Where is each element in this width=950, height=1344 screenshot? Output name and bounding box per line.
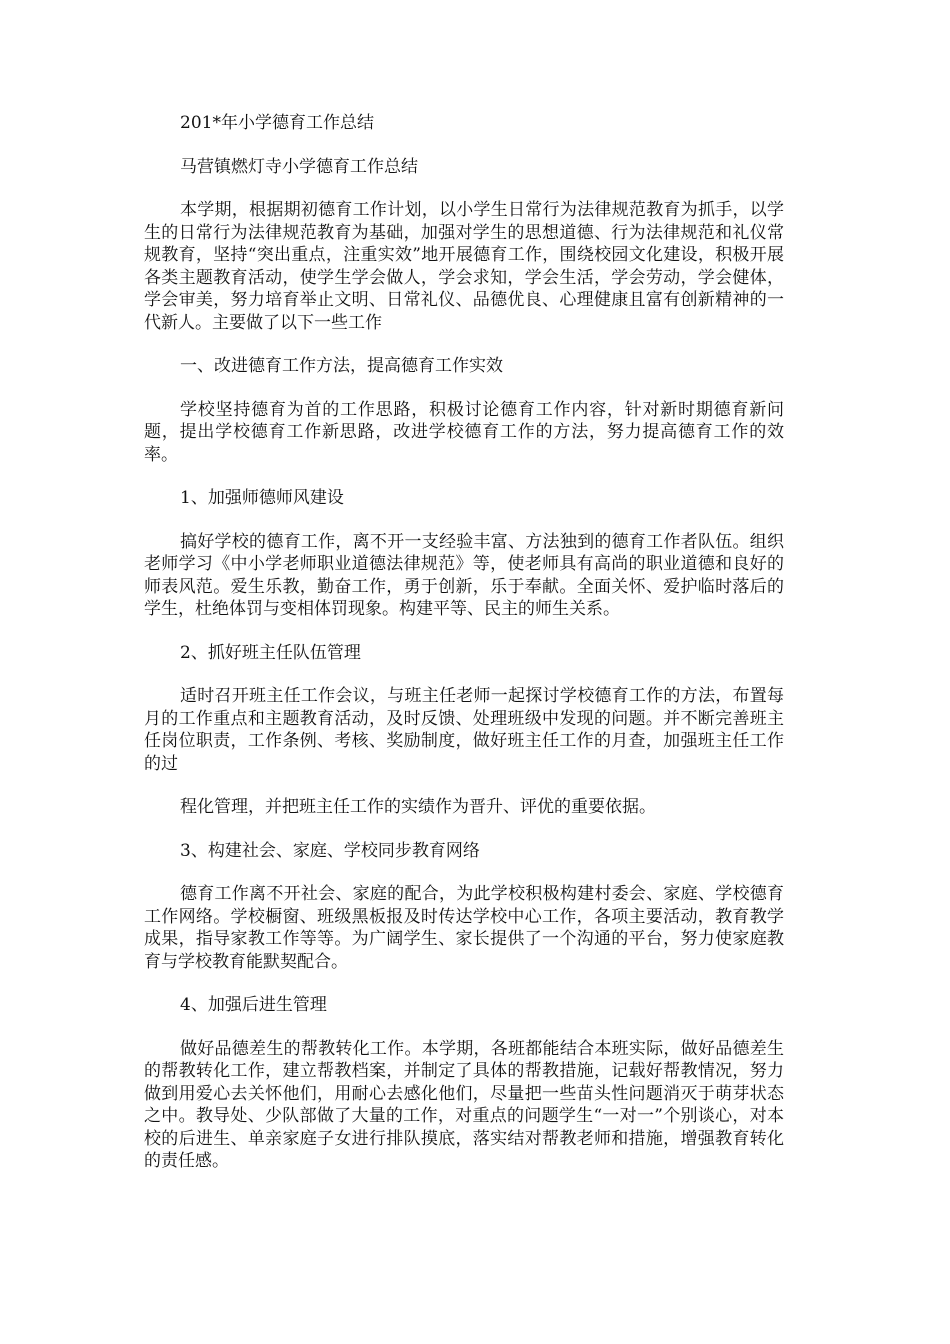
paragraph-intro: 本学期，根据期初德育工作计划，以小学生日常行为法律规范教育为抓手，以学生的日常行为法律规范教育为基础，加强对学生的思想道德、行为法律规范和礼仪常规教育，坚持“突出重点，注重实效”地开展德育工作，围绕校园文化建设，积极开展各类主题教育活动，使学生学会做人，学会求知，学会生活，学会劳动，学会健体，学会审美，努力培育举止文明、日常礼仪、品德优良、心理健康且富有创新精神的一代新人。主要做了以下一些工作: [144, 200, 784, 333]
subheading-4: 4、加强后进生管理: [180, 995, 327, 1015]
paragraph-subsection-2-cont: 程化管理，并把班主任工作的实绩作为晋升、评优的重要依据。: [180, 797, 656, 817]
document-page: [144, 112, 784, 1173]
paragraph-subsection-2: 适时召开班主任工作会议，与班主任老师一起探讨学校德育工作的方法，布置每月的工作重点和主题教育活动，及时反馈、处理班级中发现的问题。并不断完善班主任岗位职责，工作条例、考核、奖励制度，做好班主任工作的月查，加强班主任工作的过: [144, 686, 784, 774]
subheading-3: 3、构建社会、家庭、学校同步教育网络: [180, 840, 480, 861]
subheading-2: 2、抓好班主任队伍管理: [180, 642, 361, 663]
subheading-1: 1、加强师德师风建设: [180, 488, 344, 508]
document-subtitle: 马营镇燃灯寺小学德育工作总结: [180, 156, 418, 177]
section-heading-1: 一、改进德育工作方法，提高德育工作实效: [180, 356, 503, 376]
document-title: 201*年小学德育工作总结: [180, 113, 374, 133]
paragraph-subsection-1: 搞好学校的德育工作，离不开一支经验丰富、方法独到的德育工作者队伍。组织老师学习《中小学老师职业道德法律规范》等，使老师具有高尚的职业道德和良好的师表风范。爱生乐教，勤奋工作，勇于创新，乐于奉献。全面关怀、爱护临时落后的学生，杜绝体罚与变相体罚现象。构建平等、民主的师生关系。: [144, 531, 784, 619]
paragraph-subsection-3: 德育工作离不开社会、家庭的配合，为此学校积极构建村委会、家庭、学校德育工作网络。学校橱窗、班级黑板报及时传达学校中心工作，各项主要活动，教育教学成果，指导家教工作等等。为广阔学生、家长提供了一个沟通的平台，努力使家庭教育与学校教育能默契配合。: [144, 884, 784, 972]
paragraph-section-1: 学校坚持德育为首的工作思路，积极讨论德育工作内容，针对新时期德育新问题，提出学校德育工作新思路，改进学校德育工作的方法，努力提高德育工作的效率。: [144, 399, 784, 465]
paragraph-subsection-4: 做好品德差生的帮教转化工作。本学期，各班都能结合本班实际，做好品德差生的帮教转化工作，建立帮教档案，并制定了具体的帮教措施，记载好帮教情况，努力做到用爱心去关怀他们，用耐心去感化他们，尽量把一些苗头性问题消灭于萌芽状态之中。教导处、少队部做了大量的工作，对重点的问题学生“一对一”个别谈心，对本校的后进生、单亲家庭子女进行排队摸底，落实结对帮教老师和措施，增强教育转化的责任感。: [144, 1038, 784, 1171]
